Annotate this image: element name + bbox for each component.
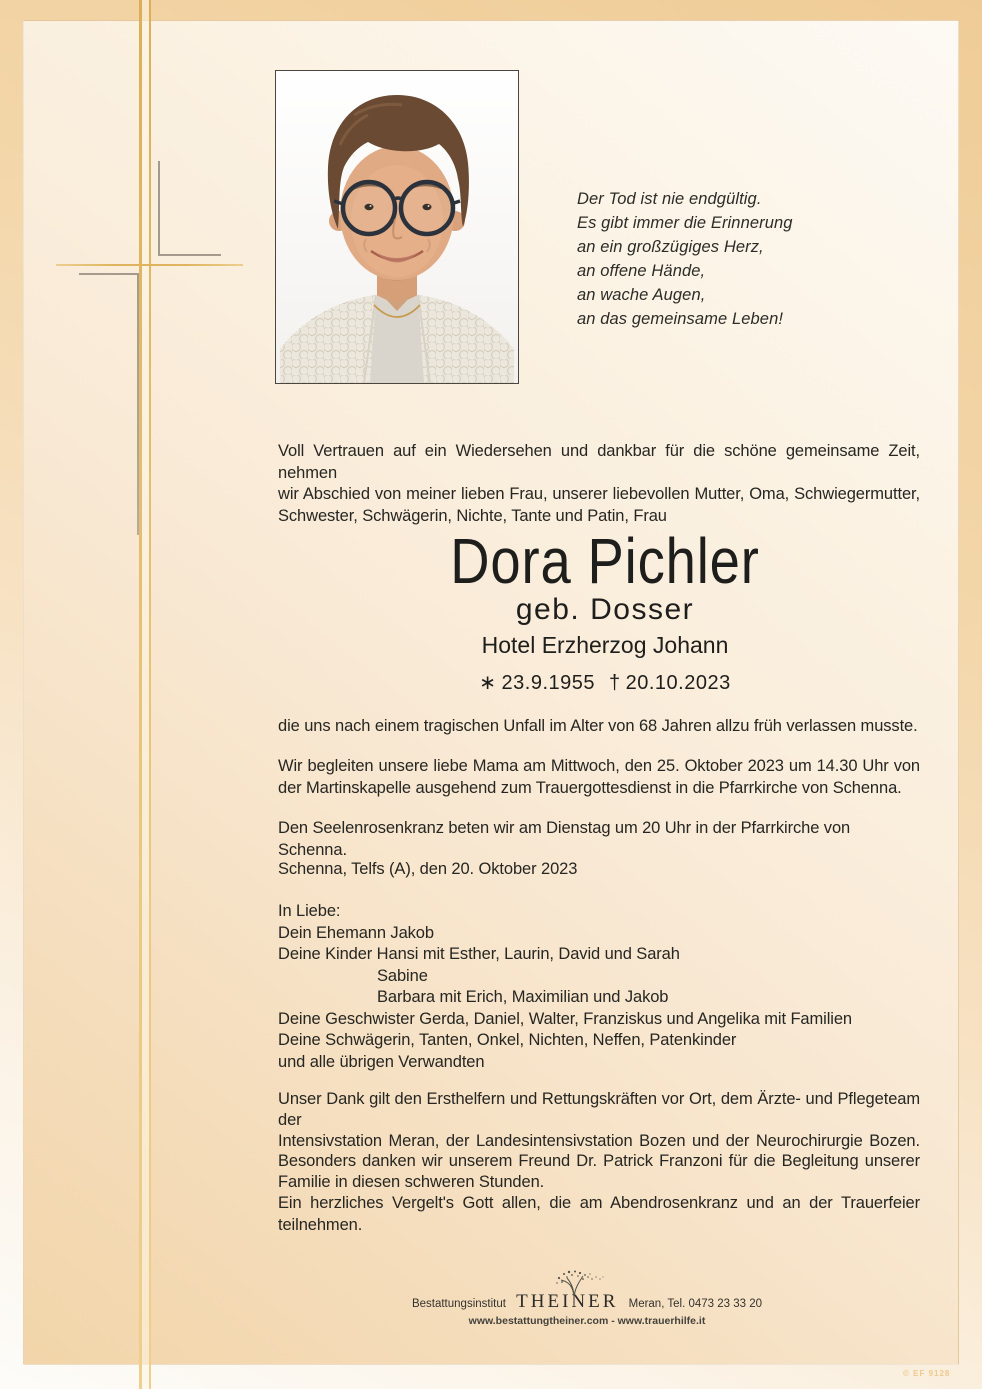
deceased-block: [284, 525, 926, 696]
memorial-poem: Der Tod ist nie endgültig. Es gibt immer die Erinnerung an ein großzügiges Herz, an offene Hände, an wache Augen, an das gemeinsame Leben!: [577, 190, 793, 328]
cross-vertical-gold-line-right: [149, 0, 152, 1389]
cross-shadow-horizontal-right: [158, 254, 221, 256]
family-block: [278, 901, 920, 1073]
place-date-line: Schenna, Telfs (A), den 20. Oktober 2023: [278, 860, 578, 878]
maiden-name: geb. Dosser: [515, 593, 695, 626]
deceased-name: Dora Pichler: [450, 525, 760, 597]
cross-shadow-vertical-bottom: [137, 273, 139, 535]
rosary-line: Den Seelenrosenkranz beten wir am Dienstag um 20 Uhr in der Pfarrkirche von Schenna.: [278, 819, 851, 859]
birth-date: 23.9.1955: [501, 672, 595, 694]
family-list: Dein Ehemann Jakob Deine Kinder Hansi mit Esther, Laurin, David und Sarah Sabine Barbara mit Erich, Maximilian und Jakob Deine Geschwister Gerda, Daniel, Walter, Franziskus und Angelika mit Familien Deine Schwägerin, Tanten, Onkel, Nichten, Neffen, Patenkinder und alle übrigen Verwandten: [278, 923, 853, 1071]
cross-horizontal-gold-line: [56, 264, 243, 267]
funeral-institute-footer: [266, 1291, 908, 1328]
portrait-photo: [275, 70, 519, 384]
institute-line: [266, 1291, 908, 1312]
institute-contact: Meran, Tel. 0473 23 33 20: [628, 1298, 763, 1310]
life-dates: [284, 670, 926, 696]
affiliation: Hotel Erzherzog Johann: [481, 632, 729, 658]
cross-vertical-gold-fill: [142, 0, 149, 1389]
funeral-paragraph: Wir begleiten unsere liebe Mama am Mittwoch, den 25. Oktober 2023 um 14.30 Uhr von der Martinskapelle ausgehend zum Trauergottesdienst in die Pfarrkirche von Schenna.: [278, 757, 920, 797]
cross-shadow-horizontal-left: [79, 273, 139, 275]
death-cross-symbol: †: [609, 672, 621, 694]
cross-shadow-vertical-top: [158, 161, 160, 256]
cause-line: die uns nach einem tragischen Unfall im Alter von 68 Jahren allzu früh verlassen musste.: [278, 717, 918, 735]
death-date: 20.10.2023: [625, 672, 731, 694]
thanks-paragraph: Unser Dank gilt den Ersthelfern und Rettungskräften vor Ort, dem Ärzte- und Pflegeteam der Intensivstation Meran, der Landesintensivstation Bozen und der Neurochirurgie Bozen. Besonders danken wir unserem Freund Dr. Patrick Franzoni für die Begleitung unserer Familie in diesen schweren Stunden.: [278, 1090, 920, 1192]
institute-websites: www.bestattungtheiner.com - www.trauerhilfe.it: [468, 1315, 706, 1327]
birth-star-symbol: ∗: [479, 672, 497, 694]
institute-name: THEINER: [516, 1291, 619, 1312]
intro-paragraph: Voll Vertrauen auf ein Wiedersehen und dankbar für die schöne gemeinsame Zeit, nehmen wir Abschied von meiner lieben Frau, unserer liebevollen Mutter, Oma, Schwiegermutter, Schwester, Schwägerin, Nichte, Tante und Patin, Frau: [278, 442, 920, 525]
institute-label: Bestattungsinstitut: [411, 1298, 506, 1310]
family-heading: In Liebe:: [278, 902, 341, 920]
closing-paragraph: Ein herzliches Vergelt's Gott allen, die am Abendrosenkranz und an der Trauerfeier teilnehmen.: [278, 1194, 920, 1234]
print-watermark: © EF 9128: [903, 1369, 951, 1378]
theiner-tree-logo: [547, 1270, 605, 1297]
portrait-illustration: [276, 71, 518, 383]
